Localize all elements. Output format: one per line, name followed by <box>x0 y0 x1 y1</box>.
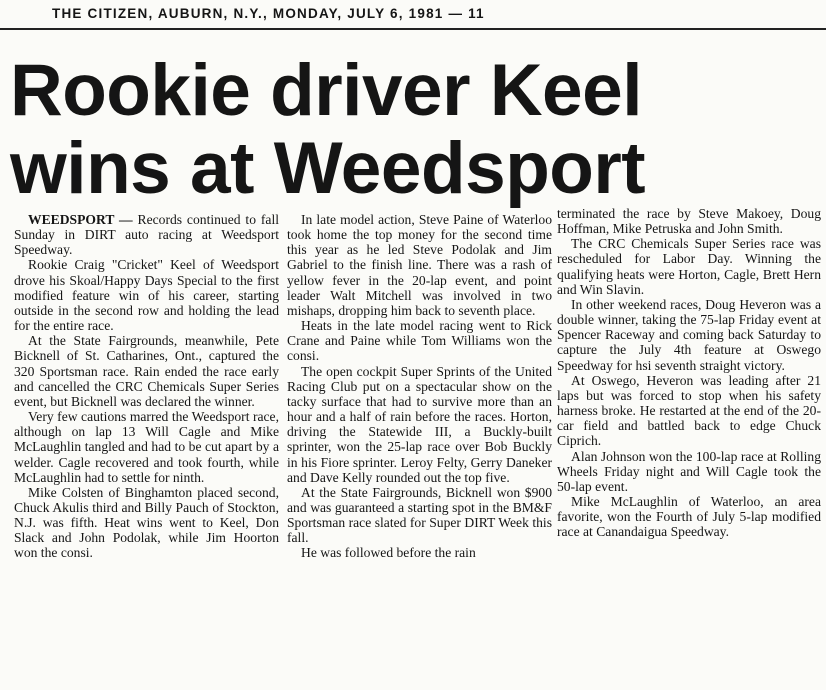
paragraph: At Oswego, Heveron was leading after 21 laps but was forced to stop when his safety harness broke. He restarted at the end of the 20-car field and battled back to edge Chuck Ciprich. <box>557 372 821 449</box>
masthead: THE CITIZEN, AUBURN, N.Y., MONDAY, JULY 6, 1981 — 11 <box>52 6 485 21</box>
headline <box>10 52 820 208</box>
paragraph: Very few cautions marred the Weedsport race, although on lap 13 Will Cagle and Mike McLaughlin tangled and had to be cut apart by a welder. Cagle recovered and took fourth, while McLaughlin had to settle for ninth. <box>14 409 279 485</box>
article-column-1 <box>14 212 279 690</box>
headline-line-1: Rookie driver Keel <box>10 50 643 131</box>
paragraph: Alan Johnson won the 100-lap race at Rolling Wheels Friday night and Will Cagle took the 50-lap event. <box>557 448 821 494</box>
dateline: WEEDSPORT — <box>28 212 133 227</box>
paragraph: Mike Colsten of Binghamton placed second, Chuck Akulis third and Billy Pauch of Stockton, N.J. was fifth. Heat wins went to Keel, Don Slack and John Podolak, while Jim Hoorton won the consi. <box>14 484 279 561</box>
paragraph: The open cockpit Super Sprints of the United Racing Club put on a spectacular show on the tacky surface that had to survive more than an hour and a half of rain before the races. Horton, driving the Statewide III, a Buckly-built sprinter, won the 25-lap race over Bob Buckly in his Fiore sprinter. Leroy Felty, Gerry Daneker and Dave Kelly rounded out the top five. <box>287 363 552 485</box>
paragraph: terminated the race by Steve Makoey, Doug Hoffman, Mike Petruska and John Smith. <box>557 206 821 237</box>
paragraph: The CRC Chemicals Super Series race was rescheduled for Labor Day. Winning the qualifying heats were Horton, Cagle, Brett Hern and Win Slavin. <box>557 236 821 297</box>
paragraph <box>14 212 279 257</box>
article-column-2 <box>287 212 552 690</box>
paragraph: In late model action, Steve Paine of Waterloo took home the top money for the second time this year as he led Steve Podolak and Jim Gabriel to the finish line. There was a rash of yellow fever in the 20-lap event, and point leader Walt Mitchell was involved in two mishaps, dropping him back to seventh place. <box>287 212 552 318</box>
paragraph: In other weekend races, Doug Heveron was a double winner, taking the 75-lap Friday event at Spencer Raceway and coming back Saturday to capture the July 4th feature at Oswego Speedway for hsi seventh straight victory. <box>557 296 821 373</box>
headline-line-2: wins at Weedsport <box>10 128 646 209</box>
paragraph-text: Records continued to fall Sunday in DIRT auto racing at Weedsport Speedway. <box>14 212 279 258</box>
paragraph: At the State Fairgrounds, Bicknell won $900 and was guaranteed a starting spot in the BM&F Sportsman race slated for Super DIRT Week this fall. <box>287 484 552 546</box>
paragraph: At the State Fairgrounds, meanwhile, Pete Bicknell of St. Catharines, Ont., captured the 320 Sportsman race. Rain ended the race early and cancelled the CRC Chemicals Super Series event, but Bicknell was declared the winner. <box>14 333 279 409</box>
paragraph: He was followed before the rain <box>301 545 476 561</box>
article-column-3 <box>557 206 821 684</box>
paragraph: Mike McLaughlin of Waterloo, an area favorite, won the Fourth of July 5-lap modified race at Canandaigua Speedway. <box>557 493 821 540</box>
header-rule <box>0 28 826 30</box>
paragraph: Heats in the late model racing went to Rick Crane and Paine while Tom Williams won the consi. <box>287 318 552 364</box>
paragraph: Rookie Craig "Cricket" Keel of Weedsport drove his Skoal/Happy Days Special to the first modified feature win of his career, starting outside in the second row and holding the lead for the entire race. <box>14 257 279 334</box>
